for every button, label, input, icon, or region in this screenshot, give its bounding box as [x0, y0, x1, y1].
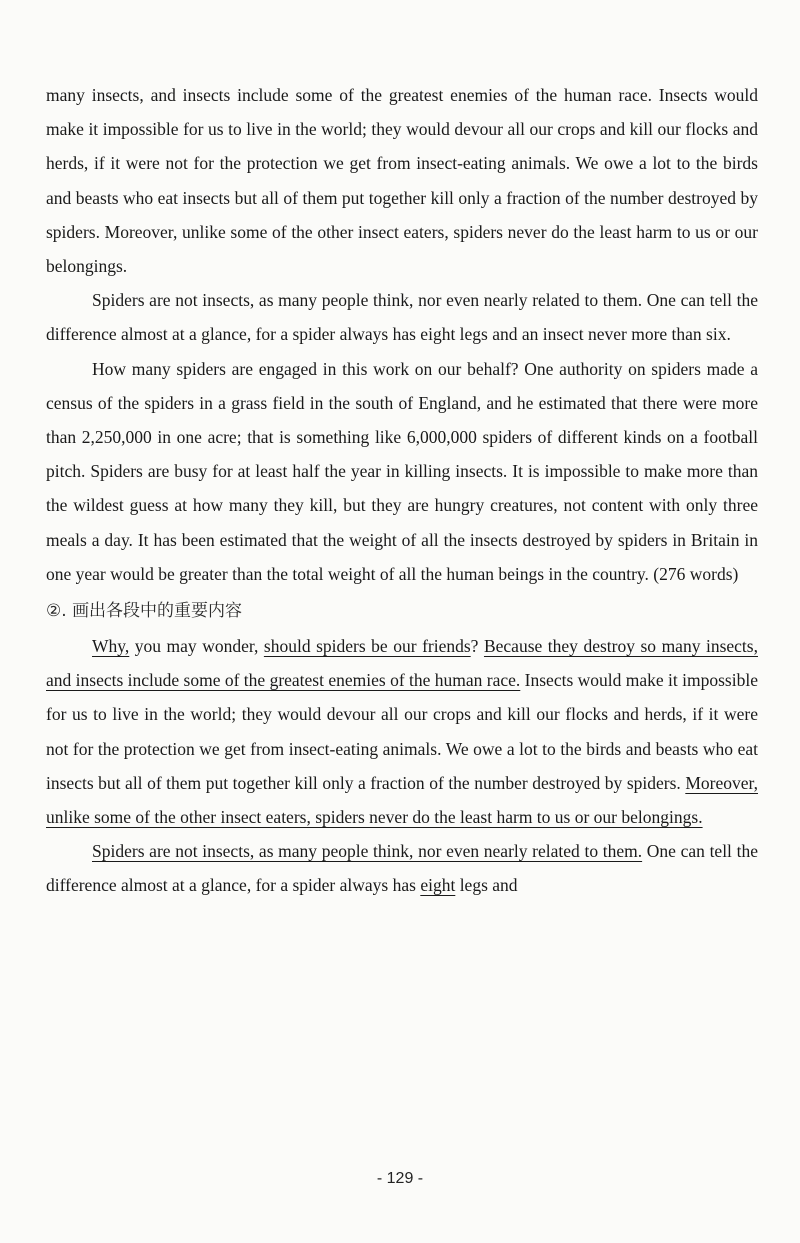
paragraph-continued-top: many insects, and insects include some of the greatest enemies of the human race. Insects would make it impossible for us to live in the world; they would devour all our crops and kill our flocks and herds, if it were not for the protection we get from insect-eating animals. We owe a lot to the birds and beasts who eat insects but all of them put together kill only a fraction of the number destroyed by spiders. Moreover, unlike some of the other insect eaters, spiders never do the least harm to us or our belongings. [46, 85, 758, 277]
paragraph-annotated-1 [46, 629, 758, 834]
page-content [46, 78, 758, 903]
plain-text: legs and [455, 875, 518, 896]
paragraph-spiders-not-insects: Spiders are not insects, as many people think, nor even nearly related to them. One can tell the difference almost at a glance, for a spider always has eight legs and an insect never more than six. [46, 290, 758, 345]
paragraph-spider-census: How many spiders are engaged in this work on our behalf? One authority on spiders made a census of the spiders in a grass field in the south of England, and he estimated that there were more than 2,250,000 in one acre; that is something like 6,000,000 spiders of different kinds on a football pitch. Spiders are busy for at least half the year in killing insects. It is impossible to make more than the wildest guess at how many they kill, but they are hungry creatures, not content with only three meals a day. It has been estimated that the weight of all the insects destroyed by spiders in Britain in one year would be greater than the total weight of all the human beings in the country. (276 words) [46, 358, 758, 584]
underlined-because: Because they destroy so many insects, and insects include some of the greatest enemies of the human race. [46, 636, 758, 691]
plain-text: One can tell the difference almost at a glance, for a spider always has [46, 841, 758, 896]
underlined-eight: eight [420, 875, 456, 896]
underlined-moreover: Moreover, unlike some of the other insect eaters, spiders never do the least harm to us or our belongings. [46, 772, 758, 828]
underlined-not-insects: Spiders are not insects, as many people think, nor even nearly related to them. [92, 841, 643, 862]
paragraph-annotated-2 [46, 834, 758, 902]
section-heading [46, 593, 758, 629]
section-title: 画出各段中的重要内容 [72, 601, 243, 622]
section-marker: ②. [46, 601, 67, 622]
underlined-question: should spiders be our friends [263, 636, 471, 657]
plain-text: Insects would make it impossible for us to live in the world; they would devour all our crops and kill our flocks and herds, if it were not for the protection we get from insect-eating animals. We owe a lot to the birds and beasts who eat insects but all of them put together kill only a fraction of the number destroyed by spiders. [46, 670, 758, 793]
plain-text: ? [470, 636, 484, 657]
underlined-why: Why, [92, 636, 130, 657]
plain-text: you may wonder, [129, 636, 264, 657]
page-number: - 129 - [376, 1170, 424, 1187]
